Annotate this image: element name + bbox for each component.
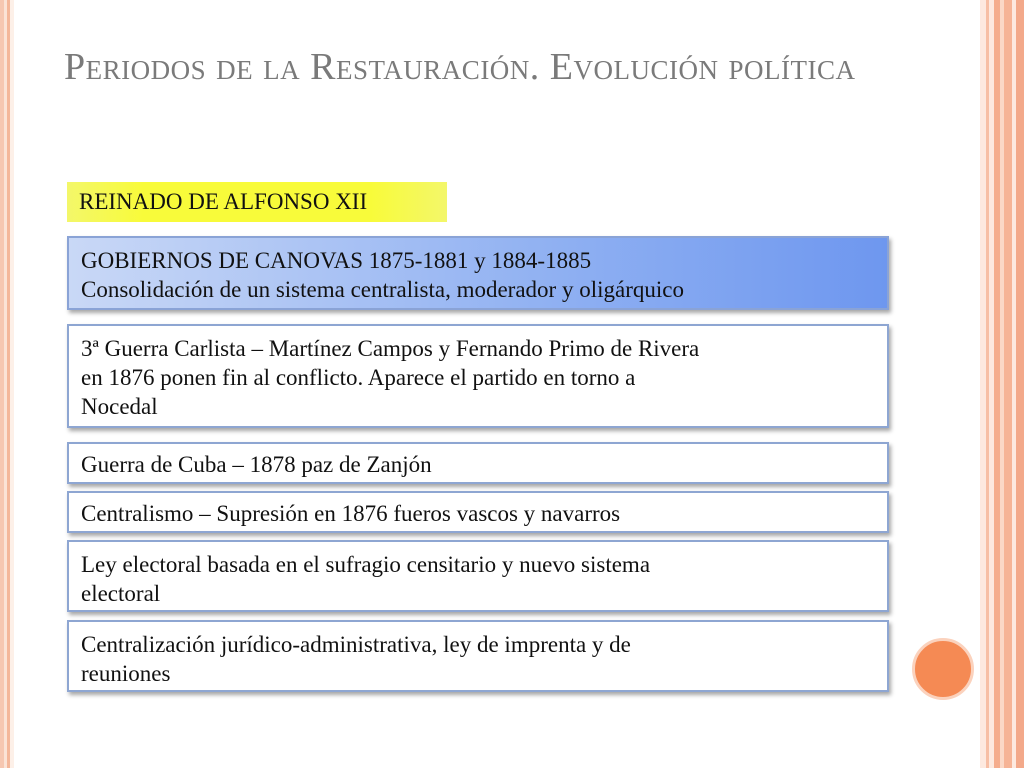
centralization-box xyxy=(67,620,889,692)
list-item-text: reuniones xyxy=(81,661,171,686)
left-frame-decoration xyxy=(0,0,14,768)
slide-title: Periodos de la Restauración. Evolución política xyxy=(64,46,856,88)
governments-box xyxy=(67,236,889,310)
governments-description: Consolidación de un sistema centralista, moderador y oligárquico xyxy=(81,277,684,302)
list-item-text: Guerra de Cuba – 1878 paz de Zanjón xyxy=(81,452,432,477)
list-item-text: electoral xyxy=(81,581,161,606)
list-item-text: en 1876 ponen fin al conflicto. Aparece el partido en torno a xyxy=(81,365,636,390)
electoral-law-box xyxy=(67,540,889,612)
reign-label: REINADO DE ALFONSO XII xyxy=(67,182,447,222)
list-item-text: 3ª Guerra Carlista – Martínez Campos y Fernando Primo de Rivera xyxy=(81,336,700,361)
orange-circle-decoration xyxy=(912,638,974,700)
cuba-war-box xyxy=(67,442,889,484)
list-item-text: Centralismo – Supresión en 1876 fueros vascos y navarros xyxy=(81,501,621,526)
list-item-text: Ley electoral basada en el sufragio censitario y nuevo sistema xyxy=(81,552,651,577)
governments-heading: GOBIERNOS DE CANOVAS 1875-1881 y 1884-1885 xyxy=(81,248,592,273)
centralism-box xyxy=(67,491,889,533)
right-frame-decoration xyxy=(980,0,1024,768)
list-item-text: Centralización jurídico-administrativa, ley de imprenta y de xyxy=(81,632,631,657)
list-item-text: Nocedal xyxy=(81,394,158,419)
carlist-war-box xyxy=(67,324,889,428)
